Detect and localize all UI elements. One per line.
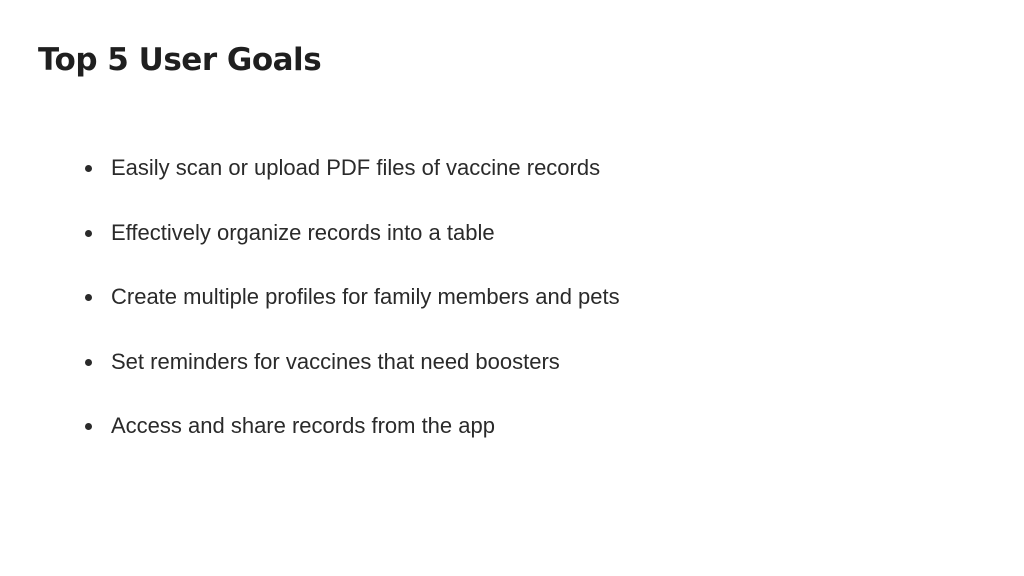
slide-title: Top 5 User Goals [38,42,322,78]
bullet-icon [85,359,92,366]
goal-item [80,148,620,213]
goal-item [80,342,620,407]
goal-item [80,213,620,278]
bullet-icon [85,165,92,172]
goal-text: Effectively organize records into a table [111,219,495,245]
bullet-icon [85,230,92,237]
bullet-icon [85,423,92,430]
goal-text: Create multiple profiles for family members and pets [111,284,620,309]
goal-text: Easily scan or upload PDF files of vaccine records [111,155,601,180]
bullet-icon [85,294,92,301]
goal-item [80,406,620,471]
goal-text: Set reminders for vaccines that need boosters [111,348,560,374]
goals-list [80,148,620,471]
goal-text: Access and share records from the app [111,413,495,438]
goal-item [80,277,620,342]
